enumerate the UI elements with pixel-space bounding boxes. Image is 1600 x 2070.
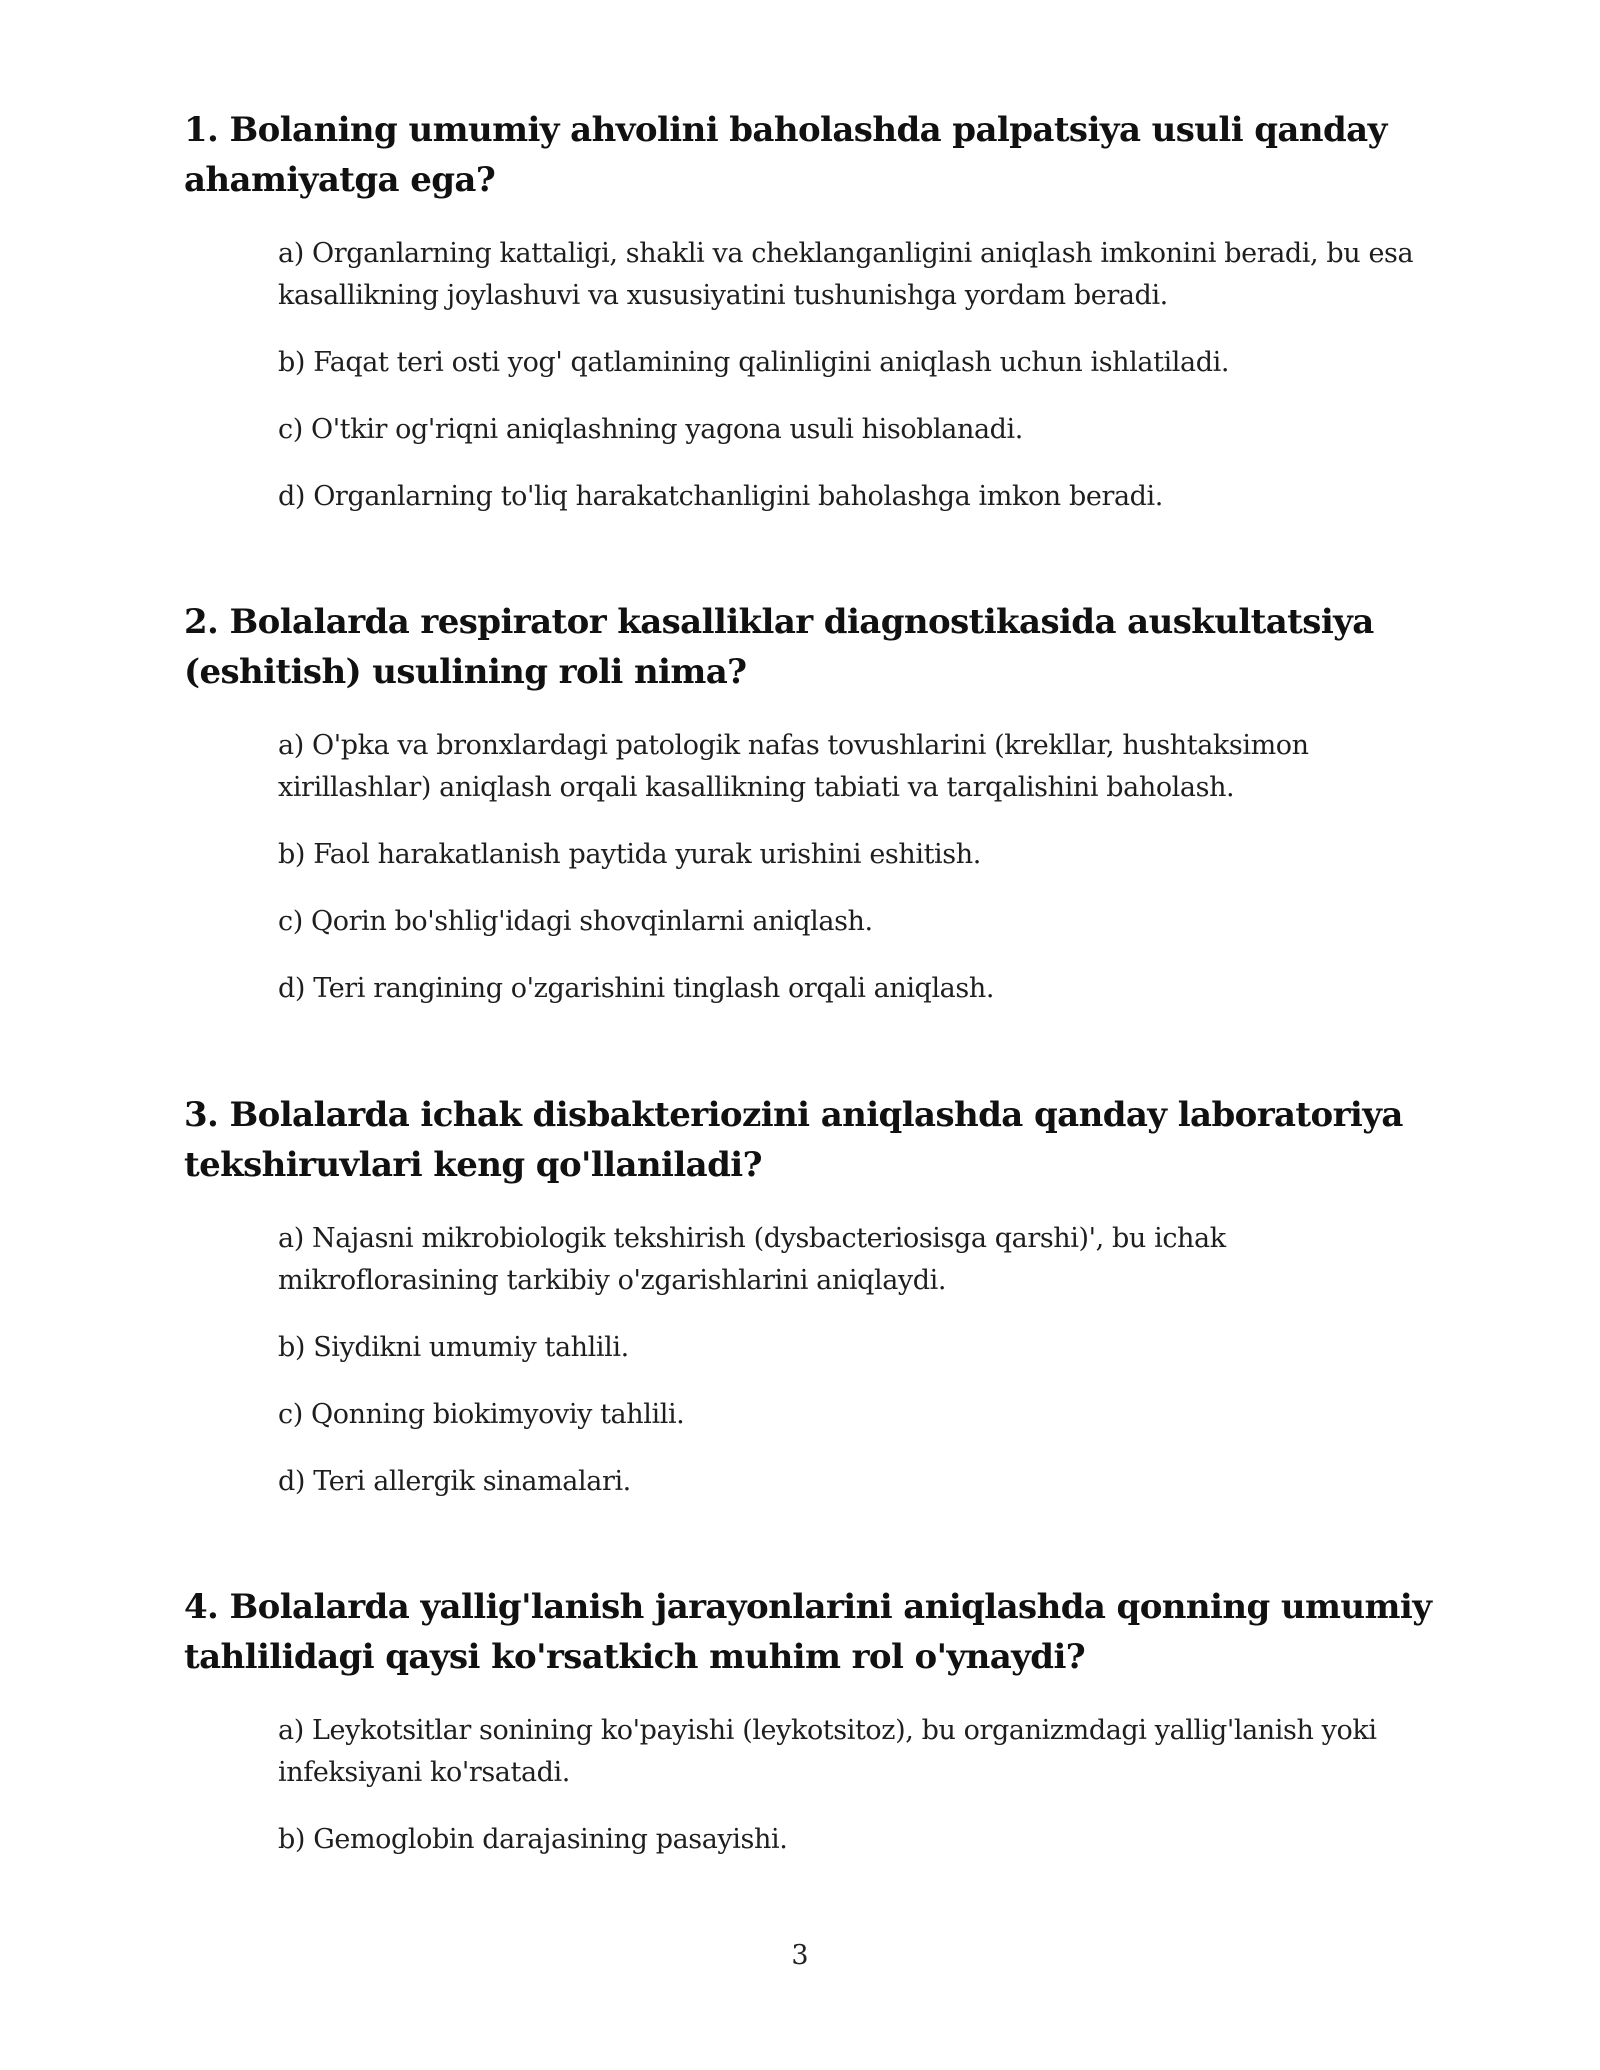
page-number: 3 <box>791 1940 809 1971</box>
question-2 <box>184 597 1464 1035</box>
answer-option-a: a) O'pka va bronxlardagi patologik nafas tovushlarini (krekllar, hushtaksimon xirillashlar) aniqlash orqali kasallikning tabiati va tarqalishini baholash. <box>278 730 1309 803</box>
question-3 <box>184 1090 1464 1528</box>
answer-option-a: a) Leykotsitlar sonining ko'payishi (leykotsitoz), bu organizmdagi yallig'lanish yoki infeksiyani ko'rsatadi. <box>278 1715 1377 1788</box>
answer-option-b: b) Siydikni umumiy tahlili. <box>278 1332 629 1363</box>
question-title: 1. Bolaning umumiy ahvolini baholashda palpatsiya usuli qanday ahamiyatga ega? <box>184 110 1387 200</box>
answer-option-b: b) Faqat teri osti yog' qatlamining qalinligini aniqlash uchun ishlatiladi. <box>278 347 1230 378</box>
answer-option-c: c) O'tkir og'riqni aniqlashning yagona usuli hisoblanadi. <box>278 414 1023 445</box>
answer-option-b: b) Gemoglobin darajasining pasayishi. <box>278 1824 788 1855</box>
answer-option-b: b) Faol harakatlanish paytida yurak urishini eshitish. <box>278 839 981 870</box>
answer-option-d: d) Teri allergik sinamalari. <box>278 1466 631 1497</box>
question-title: 4. Bolalarda yallig'lanish jarayonlarini aniqlashda qonning umumiy tahlilidagi qaysi ko'rsatkich muhim rol o'ynaydi? <box>184 1587 1432 1677</box>
answer-options <box>278 233 1438 518</box>
answer-options <box>278 1710 1438 1861</box>
answer-options <box>278 725 1438 1010</box>
answer-option-d: d) Organlarning to'liq harakatchanligini baholashga imkon beradi. <box>278 481 1163 512</box>
answer-option-a: a) Najasni mikrobiologik tekshirish (dysbacteriosisga qarshi)', bu ichak mikroflorasining tarkibiy o'zgarishlarini aniqlaydi. <box>278 1223 1226 1296</box>
question-1 <box>184 105 1464 543</box>
answer-option-d: d) Teri rangining o'zgarishini tinglash orqali aniqlash. <box>278 973 995 1004</box>
answer-options <box>278 1218 1438 1503</box>
question-4 <box>184 1582 1464 1886</box>
question-title: 2. Bolalarda respirator kasalliklar diagnostikasida auskultatsiya (eshitish) usulining roli nima? <box>184 602 1374 692</box>
answer-option-a: a) Organlarning kattaligi, shakli va cheklanganligini aniqlash imkonini beradi, bu esa kasallikning joylashuvi va xususiyatini tushunishga yordam beradi. <box>278 238 1414 311</box>
answer-option-c: c) Qorin bo'shlig'idagi shovqinlarni aniqlash. <box>278 906 873 937</box>
answer-option-c: c) Qonning biokimyoviy tahlili. <box>278 1399 685 1430</box>
question-title: 3. Bolalarda ichak disbakteriozini aniqlashda qanday laboratoriya tekshiruvlari keng qo'llaniladi? <box>184 1095 1403 1185</box>
